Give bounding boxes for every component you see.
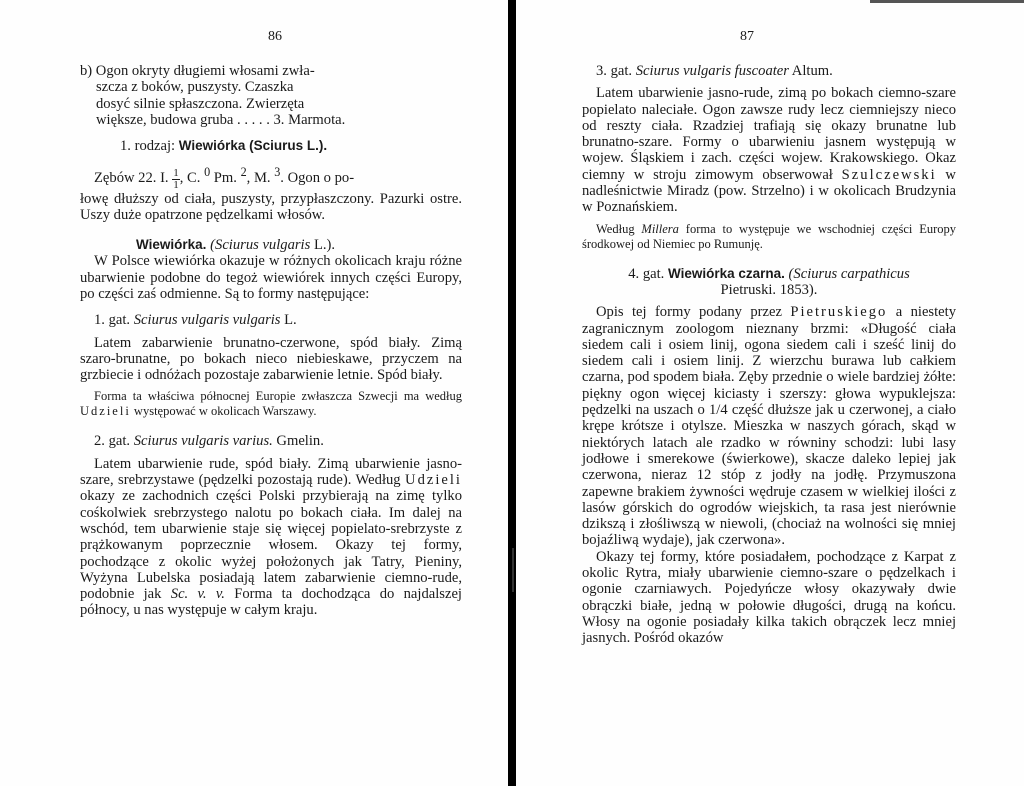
form2-text-c: Forma ta dochodząca do najdalszej północy, u nas występuje w całym kraju.: [80, 586, 462, 619]
teeth-tail: . Ogon o po-: [280, 170, 355, 187]
form1-note: [80, 389, 462, 419]
form2-text: [80, 456, 462, 619]
gutter-mark: [512, 548, 514, 592]
incisor-num: 1: [173, 166, 179, 179]
form3-note-a: Według: [596, 221, 642, 236]
form3-heading: [582, 63, 956, 79]
form2-heading: [80, 433, 462, 449]
form1-note-a: Forma ta właściwa północnej Europie zwłaszcza Szwecji ma według: [94, 389, 462, 404]
form3-author: Altum.: [788, 63, 833, 79]
right-text-column: [582, 63, 956, 647]
form2-text-a: Latem ubarwienie rude, spód biały. Zimą ubarwienie jasno-szare, srebrzystawe (pędzelki pozostają rude). Według: [80, 455, 462, 489]
form3-note-name: Millera: [641, 221, 679, 236]
form3-text-name: Szulczewski: [841, 166, 937, 183]
incisor-den: 1: [173, 178, 179, 191]
form4-heading: [582, 266, 956, 282]
form4-text-b: a niestety zagranicznym zoologom nieznany brzmi: «Długość ciała siedem cali i osiem linij, ogona siedem cali i sześć linij do siedem cali i osiem linij. Z wierzchu burawa lub całkiem czarna, pod spodem biała. Zęby przednie o wiele bardziej żółte: piękny ogon więcej kiciasty i szerszy: głowa wypuklejsza: pędzelki na uszach o 1/4 część dłuższe jak u czerwonej, a ciało krępe krótsze i otylsze. Mieszka w naszych górach, skąd w niektórych latach ale rzadko w równiny schodzi: lubi lasy jodłowe i smerekowe (świerkowe), skacze daleko lepiej jak czerwona, nieraz 12 stóp z jodły na jodłę. Przymuszona zapewne brakiem żywności wędruje czasem w wielkiej ilości z lasów górskich do ogrodów wiejskich, ta rasa jest nierównie dzikszą i złośliwszą w niewoli, (chociaż na wolności się mniej bojaźliwą wydaje), jak czerwona».: [582, 304, 956, 549]
species-heading: [80, 237, 462, 253]
top-edge-shadow: [870, 0, 1024, 3]
right-page: [516, 0, 1024, 786]
key-b-line-text: większe, budowa gruba . . . . . 3. Marmota.: [96, 111, 346, 128]
form4-text: Okazy tej formy, które posiadałem, pochodzące z Karpat z okolic Rytra, miały ubarwienie ciemno-szare o pędzelkach i ogonie czarniawych. Pojedyńcze włosy okazywały dwie obrączki białe, jedną w połowie długości, drugą na końcu. Włosy na ogonie posiadały kilka takich obrączek lecz mniej jasnych. Pośród okazów: [582, 548, 956, 647]
book-gutter: [508, 0, 516, 786]
genus-name: Wiewiórka (Sciurus L.).: [178, 138, 328, 154]
incisor-fraction: [172, 168, 180, 191]
form1-heading: [80, 312, 462, 328]
form4-author: Pietruski. 1853).: [720, 281, 818, 298]
form2-text-b: okazy ze zachodnich części Polski przybierają na zimę tylko cośkolwiek srebrzystego nalotu po bokach ciała. Im dalej na wschód, tem ubarwienie staje się więcej popielato-srebrzyste z prążkowanym poprzecznie włosem. Okazy tej formy, pochodzące z okolic wyżej położonych jak Tatry, Pieniny, Wyżyna Lubelska posiadają latem zabarwienie ciemno-rude, podobnie jak: [80, 488, 462, 603]
form3-text: [582, 85, 956, 215]
form1-prefix: 1. gat.: [94, 312, 134, 329]
left-text-column: [80, 63, 462, 619]
form4-text-a: Opis tej formy podany przez: [596, 304, 791, 321]
genus-prefix: 1. rodzaj:: [120, 138, 179, 155]
teeth-m: , M.: [246, 170, 275, 187]
genus-heading: [80, 138, 462, 154]
form2-text-italic: Sc. v. v.: [170, 586, 225, 603]
species-intro: W Polsce wiewiórka okazuje w różnych okolicach kraju różne ubarwienie podobne do tegoż wiewiórek innych części Europy, po części zaś odmienne. Są to formy następujące:: [80, 253, 462, 302]
key-b-line: dosyć silnie spłaszczona. Zwierzęta: [96, 95, 305, 112]
form2-name: Sciurus vulgaris varius.: [133, 433, 273, 450]
teeth-pm: Pm.: [210, 170, 241, 187]
page-number-left: 86: [268, 29, 282, 44]
form4-prefix: 4. gat.: [628, 265, 668, 282]
premolar-num: 2: [240, 165, 247, 180]
form1-text: Latem zabarwienie brunatno-czerwone, spód biały. Zimą szaro-brunatne, po bokach nieco niebieskawe, przyczem na grzbiecie i odnóżach pozostaje zabarwienie letnie. Spód biały.: [80, 334, 462, 384]
form4-quote: [582, 304, 956, 548]
form4-bold: Wiewiórka czarna.: [667, 265, 785, 281]
form3-text-b: w nadleśnictwie Miradz (pow. Strzelno) i w okolicach Brudzynia w Poznańskiem.: [582, 166, 956, 216]
form3-note: [582, 222, 956, 252]
form2-text-name: Udzieli: [405, 472, 462, 489]
form1-note-b: występować w okolicach Warszawy.: [130, 404, 317, 419]
form1-author: L.: [280, 312, 297, 329]
page-number-right: 87: [740, 29, 754, 44]
form4-italic: (Sciurus carpathicus: [784, 265, 910, 282]
key-b-line: szcza z boków, puszysty. Czaszka: [96, 79, 294, 96]
teeth-formula: [80, 164, 462, 190]
teeth-prefix: Zębów 22. I.: [94, 170, 173, 187]
form2-author: Gmelin.: [272, 433, 324, 450]
key-b-line: [80, 112, 462, 128]
canine-num: 0: [204, 165, 211, 180]
form1-name: Sciurus vulgaris vulgaris: [133, 312, 281, 329]
molar-num: 3: [274, 165, 281, 180]
left-page: [0, 0, 508, 786]
species-italic: (Sciurus vulgaris: [210, 237, 311, 254]
form4-text-name: Pietruskiego: [790, 304, 888, 321]
teeth-c: , C.: [179, 170, 205, 187]
species-bold: Wiewiórka.: [136, 237, 211, 253]
key-b-line: b) Ogon okryty długiemi włosami zwła-: [80, 63, 315, 79]
form3-note-b: forma to występuje we wschodniej części Europy środkowej od Niemiec po Rumunję.: [582, 221, 956, 251]
form3-prefix: 3. gat.: [596, 63, 636, 79]
genus-description: łowę dłuższy od ciała, puszysty, przypłaszczony. Pazurki ostre. Uszy duże opatrzone pędzelkami włosów.: [80, 190, 462, 223]
form1-note-name: Udzieli: [80, 404, 131, 419]
form2-prefix: 2. gat.: [94, 433, 134, 450]
form3-text-a: Latem ubarwienie jasno-rude, zimą po bokach ciemno-szare popielato naleciałe. Ogon zawsze rudy lecz ciemniejszy nieco od reszty ciała. Rzadziej trafiają się okazy brunatne lub brunatno-szare. Formy o ubarwieniu jasnem występują w wojew. Śląskiem i zach. części wojew. Krakowskiego. Okaz ciemny w stroju zimowym obserwował: [582, 85, 956, 183]
form3-name: Sciurus vulgaris fuscoater: [635, 63, 789, 79]
species-author: L.).: [310, 237, 336, 254]
